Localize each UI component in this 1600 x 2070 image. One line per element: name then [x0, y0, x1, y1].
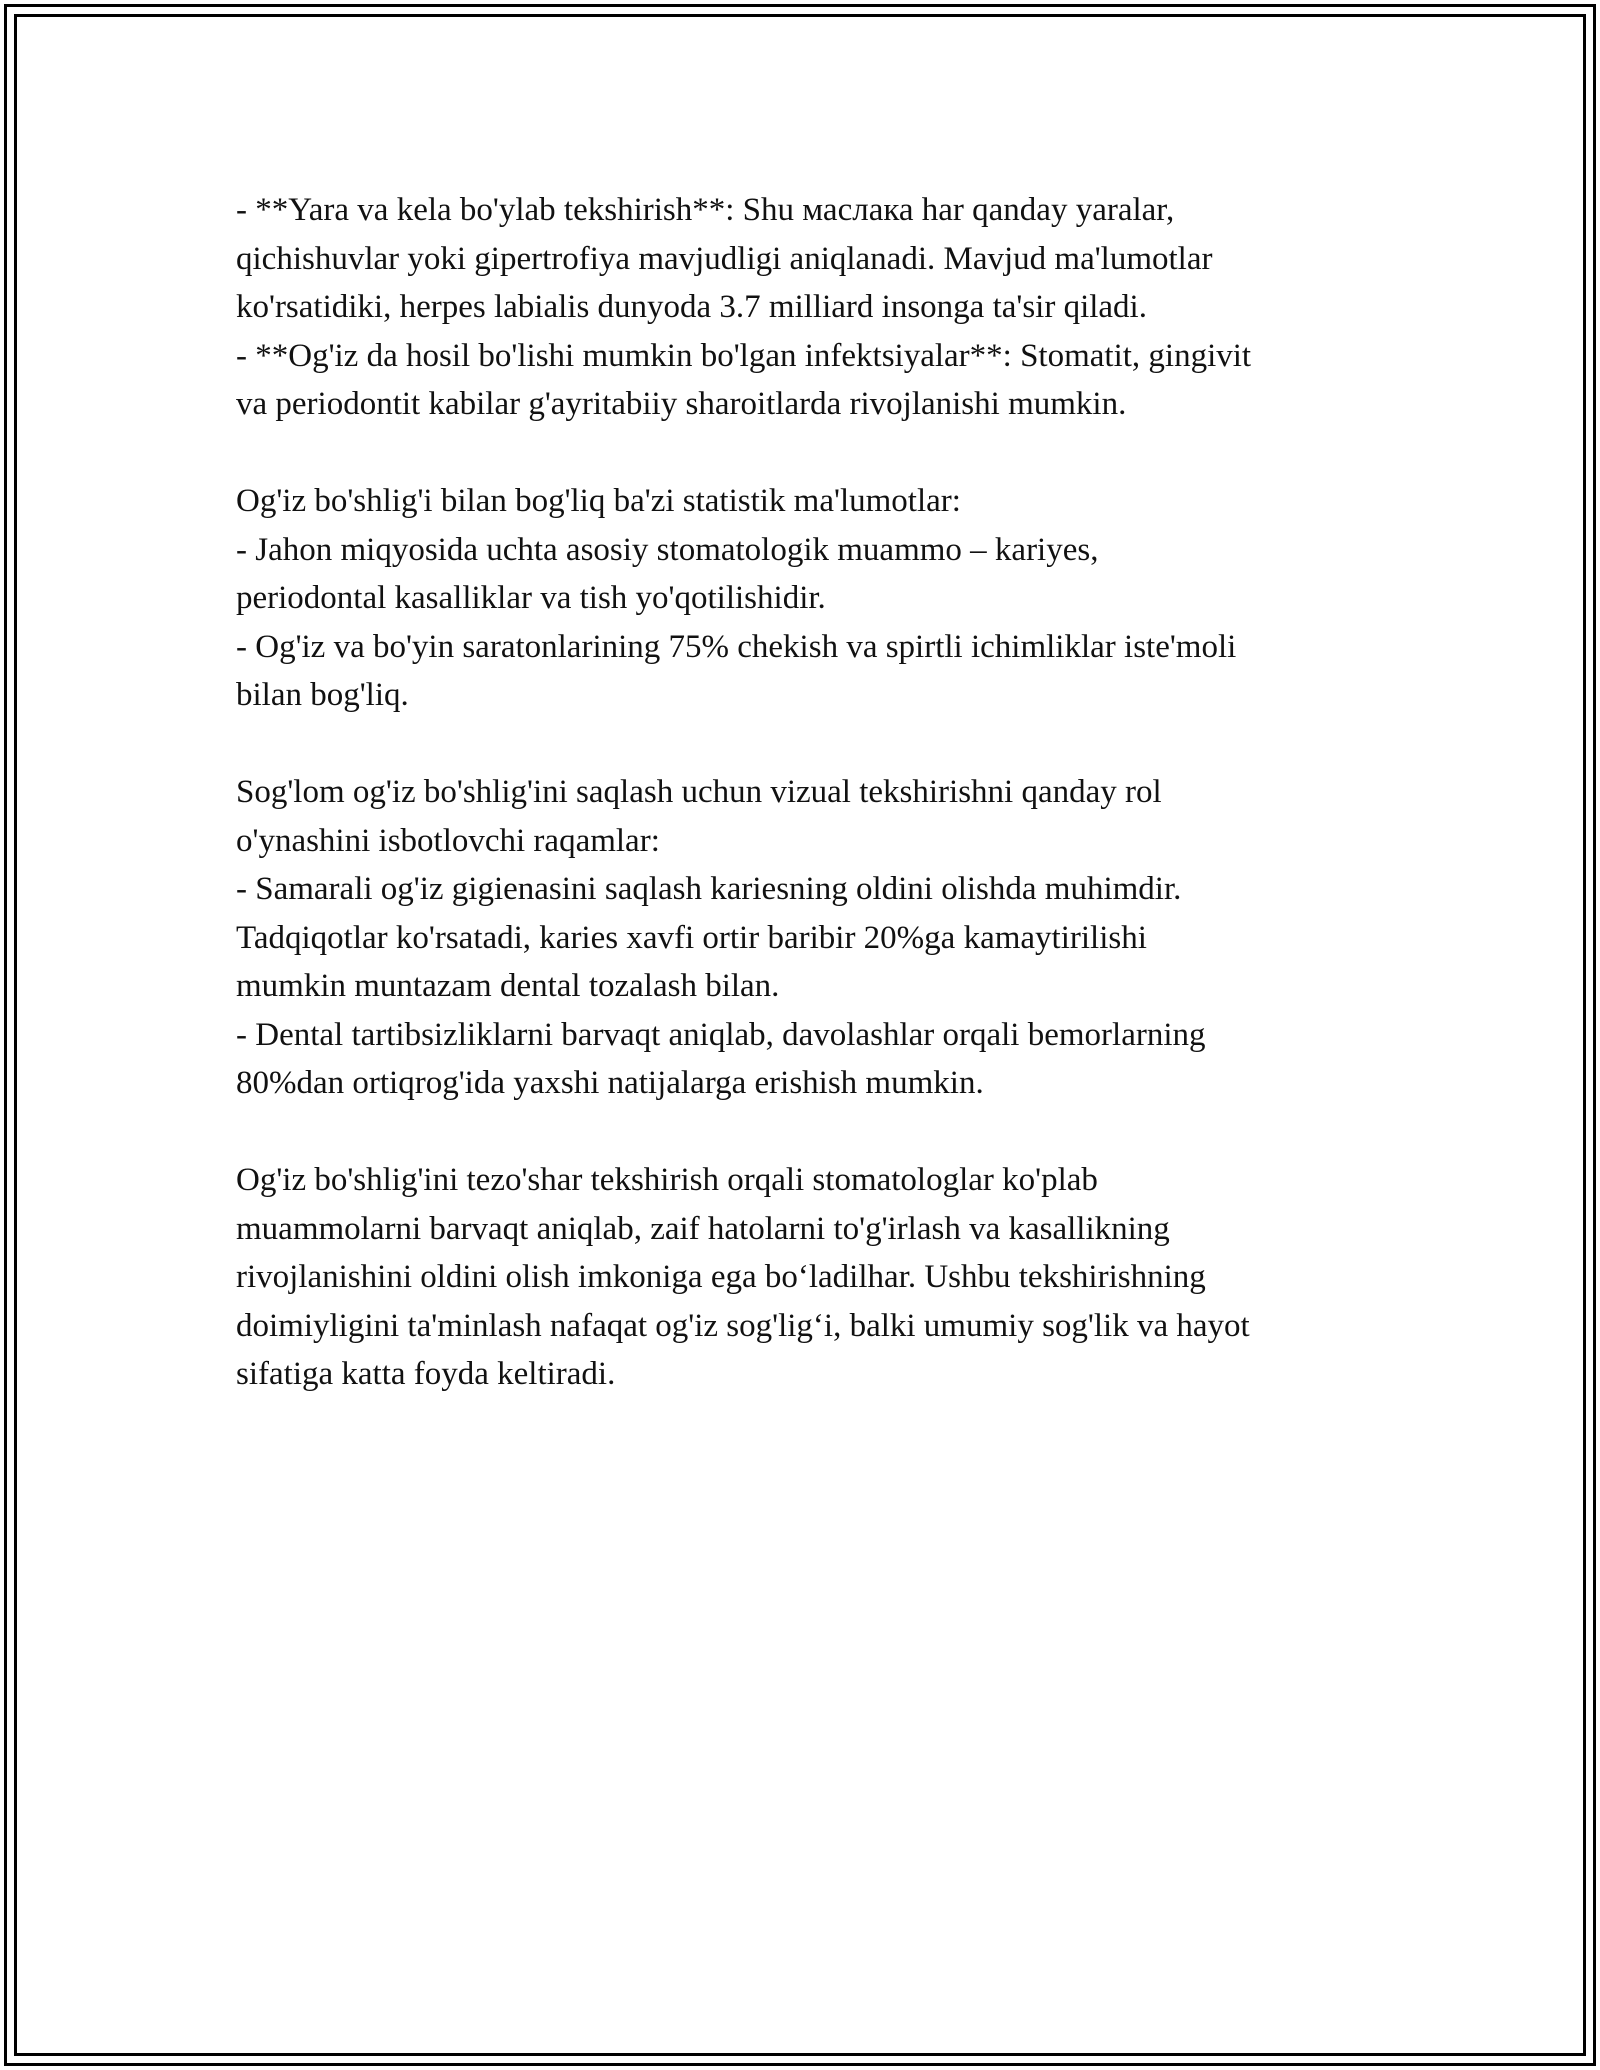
text-line: mumkin muntazam dental tozalash bilan.	[236, 968, 780, 1004]
text-line: qichishuvlar yoki gipertrofiya mavjudligi aniqlanadi. Mavjud ma'lumotlar	[236, 240, 1213, 277]
text-line: - **Yara va kela bo'ylab tekshirish**: Shu маслака har qanday yaralar,	[236, 192, 1175, 228]
text-line: Sog'lom og'iz bo'shlig'ini saqlash uchun vizual tekshirishni qanday rol	[236, 774, 1162, 810]
paragraph-lesion-check	[236, 186, 1386, 429]
text-line: 80%dan ortiqrog'ida yaxshi natijalarga erishish mumkin.	[236, 1065, 984, 1101]
text-line: - Dental tartibsizliklarni barvaqt aniqlab, davolashlar orqali bemorlarning	[236, 1016, 1206, 1053]
text-line: Og'iz bo'shlig'ini tezo'shar tekshirish orqali stomatologlar ko'plab	[236, 1162, 1098, 1198]
text-line: doimiyligini ta'minlash nafaqat og'iz sog'lig‘i, balki umumiy sog'lik va hayot	[236, 1307, 1250, 1344]
text-line: - Og'iz va bo'yin saratonlarining 75% chekish va spirtli ichimliklar iste'moli	[236, 628, 1237, 665]
paragraph-visual-exam-figures	[236, 768, 1386, 1108]
text-line: muammolarni barvaqt aniqlab, zaif hatolarni to'g'irlash va kasallikning	[236, 1210, 1170, 1247]
text-line: ko'rsatidiki, herpes labialis dunyoda 3.7 milliard insonga ta'sir qiladi.	[236, 289, 1147, 325]
text-line: va periodontit kabilar g'ayritabiiy sharoitlarda rivojlanishi mumkin.	[236, 386, 1127, 422]
text-line: Tadqiqotlar ko'rsatadi, karies xavfi ortir baribir 20%ga kamaytirilishi	[236, 919, 1147, 956]
paragraph-statistics	[236, 477, 1386, 720]
text-line: bilan bog'liq.	[236, 677, 409, 713]
text-line: - Samarali og'iz gigienasini saqlash kariesning oldini olishda muhimdir.	[236, 871, 1182, 907]
paragraph-gap	[236, 720, 1386, 769]
paragraph-gap	[236, 1108, 1386, 1157]
text-line: periodontal kasalliklar va tish yo'qotilishidir.	[236, 580, 826, 616]
document-body	[236, 186, 1386, 1399]
text-line: o'ynashini isbotlovchi raqamlar:	[236, 822, 660, 859]
paragraph-conclusion	[236, 1156, 1386, 1399]
text-line: - Jahon miqyosida uchta asosiy stomatologik muammo – kariyes,	[236, 531, 1099, 568]
text-line: rivojlanishini oldini olish imkoniga ega bo‘ladilhar. Ushbu tekshirishning	[236, 1259, 1206, 1295]
text-line: Og'iz bo'shlig'i bilan bog'liq ba'zi statistik ma'lumotlar:	[236, 483, 961, 519]
text-line: - **Og'iz da hosil bo'lishi mumkin bo'lgan infektsiyalar**: Stomatit, gingivit	[236, 337, 1252, 374]
text-line: sifatiga katta foyda keltiradi.	[236, 1356, 616, 1392]
paragraph-gap	[236, 429, 1386, 478]
